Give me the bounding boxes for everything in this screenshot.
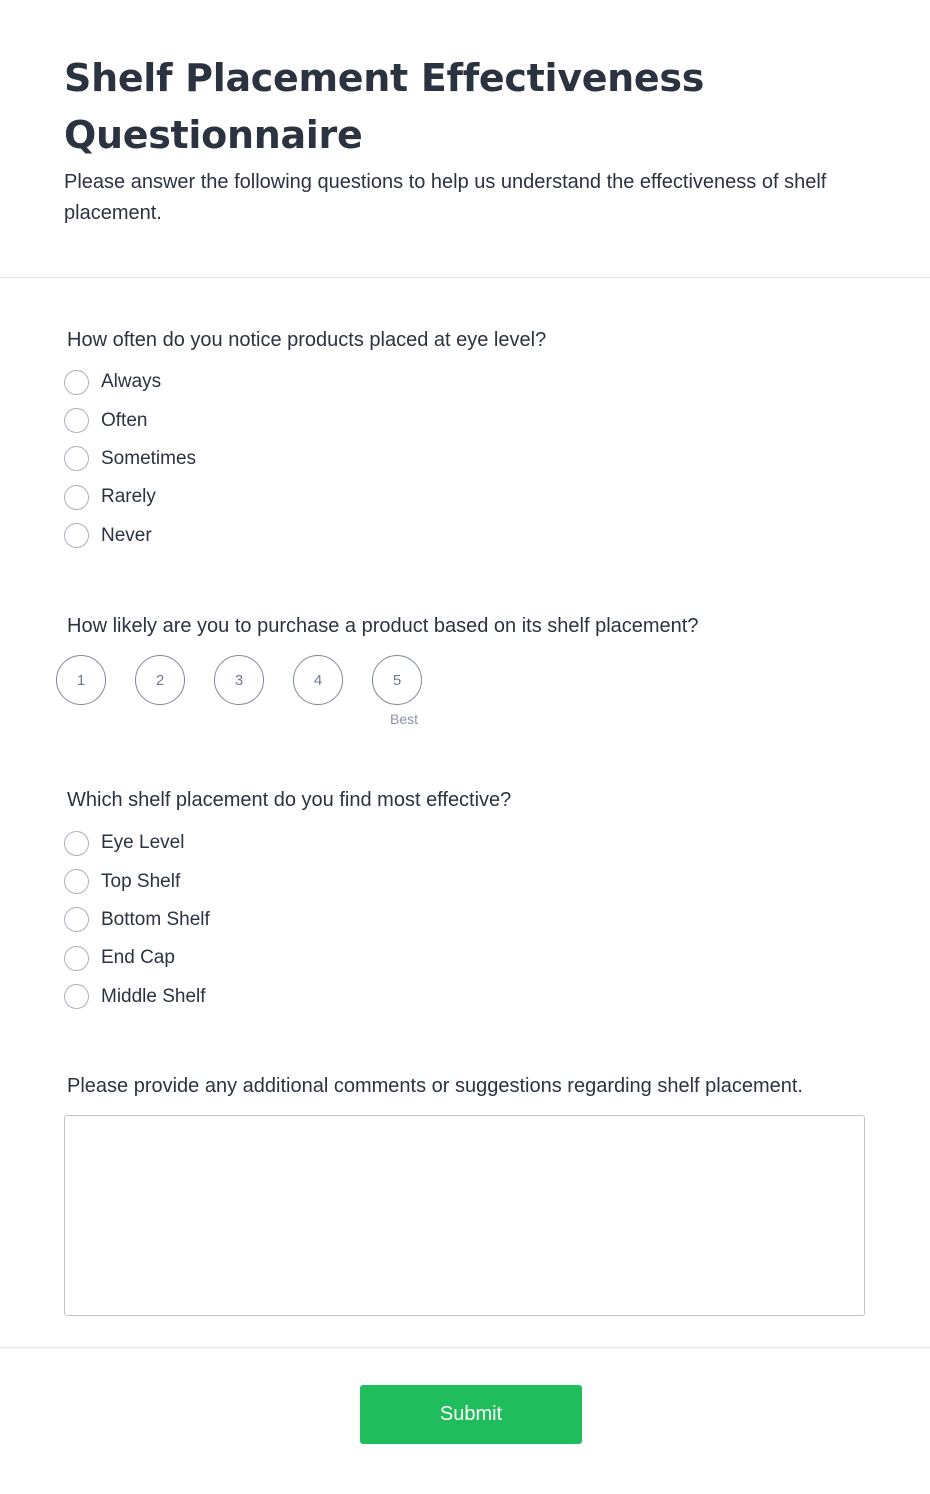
option-label: Rarely: [101, 486, 156, 508]
page-subtitle: Please answer the following questions to help us understand the effectiveness of shelf placement.: [64, 171, 827, 224]
radio-button[interactable]: [64, 485, 89, 510]
radio-button[interactable]: [64, 831, 89, 856]
rating-2-button[interactable]: 2: [135, 655, 185, 705]
option-label: Sometimes: [101, 447, 197, 469]
footer-divider: [0, 1347, 930, 1348]
question-4-label: Please provide any additional comments or suggestions regarding shelf placement.: [67, 1075, 803, 1097]
comments-textarea[interactable]: [64, 1115, 865, 1316]
radio-button[interactable]: [64, 523, 89, 548]
option-label: Eye Level: [101, 832, 185, 854]
option-bottom-shelf[interactable]: [64, 901, 210, 939]
rating-4-button[interactable]: 4: [293, 655, 343, 705]
option-end-cap[interactable]: [64, 939, 210, 977]
option-label: Bottom Shelf: [101, 908, 210, 930]
page-title: Shelf Placement Effectiveness Questionnaire: [64, 56, 705, 157]
option-often[interactable]: [64, 401, 196, 439]
question-1-options: [64, 363, 196, 555]
radio-button[interactable]: [64, 907, 89, 932]
question-1-label: How often do you notice products placed at eye level?: [67, 329, 547, 351]
radio-button[interactable]: [64, 408, 89, 433]
option-middle-shelf[interactable]: [64, 978, 210, 1016]
rating-3-button[interactable]: 3: [214, 655, 264, 705]
rating-1-button[interactable]: 1: [56, 655, 106, 705]
radio-button[interactable]: [64, 869, 89, 894]
option-never[interactable]: [64, 517, 196, 555]
question-2-label: How likely are you to purchase a product based on its shelf placement?: [67, 615, 699, 637]
option-label: End Cap: [101, 947, 175, 969]
option-always[interactable]: [64, 363, 196, 401]
radio-button[interactable]: [64, 984, 89, 1009]
option-label: Middle Shelf: [101, 985, 206, 1007]
scale-max-caption: Best: [390, 711, 419, 727]
option-rarely[interactable]: [64, 478, 196, 516]
question-3-label: Which shelf placement do you find most effective?: [67, 789, 512, 811]
option-label: Often: [101, 409, 148, 431]
radio-button[interactable]: [64, 446, 89, 471]
option-top-shelf[interactable]: [64, 862, 210, 900]
option-label: Top Shelf: [101, 870, 181, 892]
form-header: [64, 50, 864, 229]
radio-button[interactable]: [64, 370, 89, 395]
rating-scale: [56, 655, 456, 735]
option-label: Always: [101, 371, 162, 393]
header-divider: [0, 277, 930, 278]
question-3-options: [64, 824, 210, 1016]
option-label: Never: [101, 524, 152, 546]
option-sometimes[interactable]: [64, 440, 196, 478]
radio-button[interactable]: [64, 946, 89, 971]
rating-5-button[interactable]: 5: [372, 655, 422, 705]
submit-button[interactable]: Submit: [360, 1385, 582, 1444]
option-eye-level[interactable]: [64, 824, 210, 862]
